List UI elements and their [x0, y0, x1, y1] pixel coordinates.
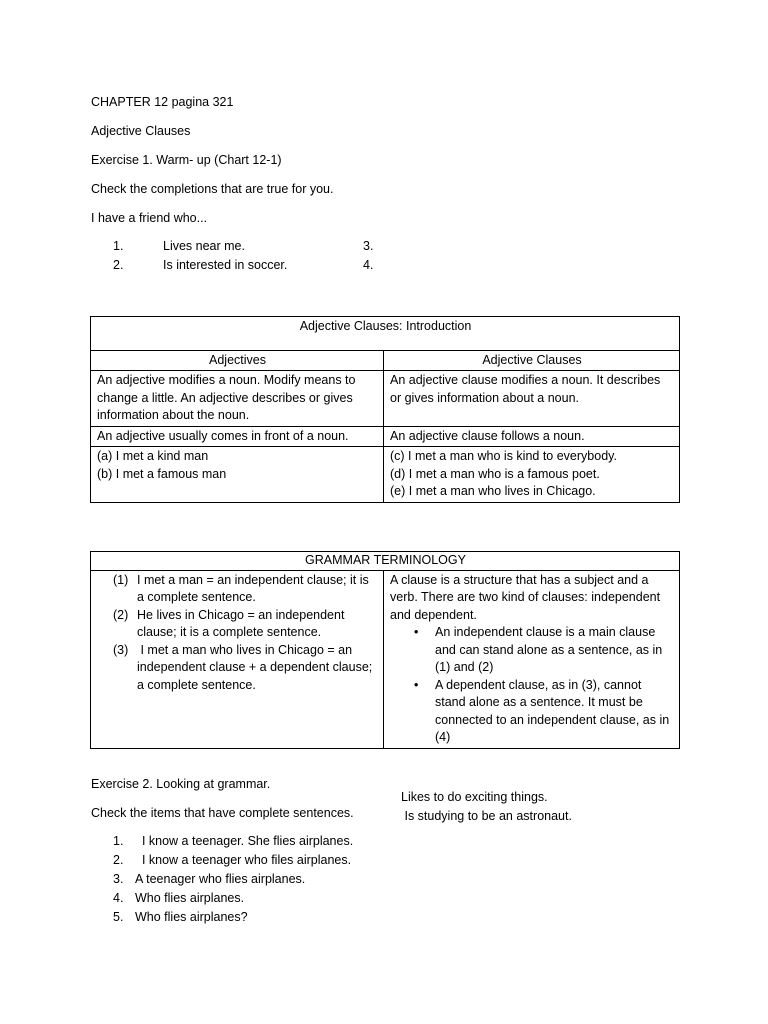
chapter-heading: CHAPTER 12 pagina 321	[91, 95, 234, 109]
bullet-text: An independent clause is a main clause and can stand alone as a sentence, as in (1) and (2)	[435, 625, 663, 674]
item-number: 4.	[363, 258, 374, 272]
example-line: (b) I met a famous man	[97, 466, 227, 481]
exercise1-instruction: Check the completions that are true for you.	[91, 182, 334, 196]
clause-definition: A clause is a structure that has a subject and a verb. There are two kind of clauses: independent and dependent.	[390, 572, 661, 622]
item-text: Likes to do exciting things.	[401, 790, 548, 804]
item-number: 3.	[113, 872, 124, 886]
exercise1-title: Exercise 1. Warm- up (Chart 12-1)	[91, 153, 282, 167]
item-number: 4.	[113, 891, 124, 905]
item-text: Who flies airplanes?	[135, 910, 248, 924]
table-cell	[91, 570, 384, 748]
table-row	[91, 426, 680, 447]
item-number: 2.	[113, 853, 124, 867]
table-cell: An adjective modifies a noun. Modify means to change a little. An adjective describes or gives information about the noun.	[91, 371, 384, 427]
item-text: A teenager who flies airplanes.	[135, 872, 306, 886]
table-caption: Adjective Clauses: Introduction	[91, 317, 680, 351]
item-number: 1.	[113, 239, 124, 253]
table-row	[91, 570, 680, 748]
item-text: I met a man who lives in Chicago = an independent clause + a dependent clause; a complete sentence.	[137, 642, 376, 692]
item-text: Is interested in soccer.	[163, 258, 288, 272]
bullet-text: A dependent clause, as in (3), cannot stand alone as a sentence. It must be connected to an independent clause, as in (4)	[435, 677, 670, 744]
bullet-icon: •	[414, 677, 419, 692]
item-text: He lives in Chicago = an independent clause; it is a complete sentence.	[137, 607, 345, 639]
item-text: Is studying to be an astronaut.	[401, 809, 572, 823]
column-header-adjective-clauses: Adjective Clauses	[384, 351, 680, 371]
item-marker: (2)	[113, 607, 129, 622]
table-cell	[384, 447, 680, 503]
bullet-icon: •	[414, 625, 419, 639]
item-text: I met a man = an independent clause; it is a complete sentence.	[137, 572, 369, 604]
table-cell: An adjective clause modifies a noun. It describes or gives information about a noun.	[384, 371, 680, 427]
item-text: Who flies airplanes.	[135, 891, 245, 905]
bullet-item	[390, 677, 674, 747]
table-row	[91, 447, 680, 503]
item-text: Lives near me.	[163, 239, 245, 253]
topic-heading: Adjective Clauses	[91, 124, 191, 138]
list-item	[91, 607, 378, 642]
list-item	[91, 572, 378, 607]
table-cell: An adjective usually comes in front of a noun.	[91, 426, 384, 447]
table-row	[91, 371, 680, 427]
exercise2-title: Exercise 2. Looking at grammar.	[91, 777, 271, 791]
item-number: 5.	[113, 910, 124, 924]
example-line: (a) I met a kind man	[97, 449, 209, 463]
numbered-examples	[91, 572, 378, 695]
table-cell: An adjective clause follows a noun.	[384, 426, 680, 447]
exercise1-prompt: I have a friend who...	[91, 211, 208, 225]
bullet-item	[390, 624, 674, 677]
bullet-list	[390, 624, 674, 747]
item-text: I know a teenager. She flies airplanes.	[135, 834, 354, 848]
grammar-terminology-table	[90, 551, 680, 749]
column-header-adjectives: Adjectives	[91, 351, 384, 371]
exercise2-instruction: Check the items that have complete sentences.	[91, 806, 354, 820]
example-line: (d) I met a man who is a famous poet.	[390, 466, 600, 481]
item-number: 3.	[363, 239, 374, 253]
example-line: (c) I met a man who is kind to everybody.	[390, 449, 617, 463]
adjective-clauses-table	[90, 316, 680, 503]
item-number: 2.	[113, 258, 124, 272]
table-cell	[91, 447, 384, 503]
item-number: 1.	[113, 834, 124, 848]
item-text: I know a teenager who files airplanes.	[135, 853, 352, 867]
example-line: (e) I met a man who lives in Chicago.	[390, 484, 596, 498]
item-marker: (1)	[113, 572, 129, 587]
table-caption: GRAMMAR TERMINOLOGY	[91, 552, 680, 571]
table-cell	[384, 570, 680, 748]
list-item	[91, 642, 378, 695]
item-marker: (3)	[113, 642, 129, 657]
